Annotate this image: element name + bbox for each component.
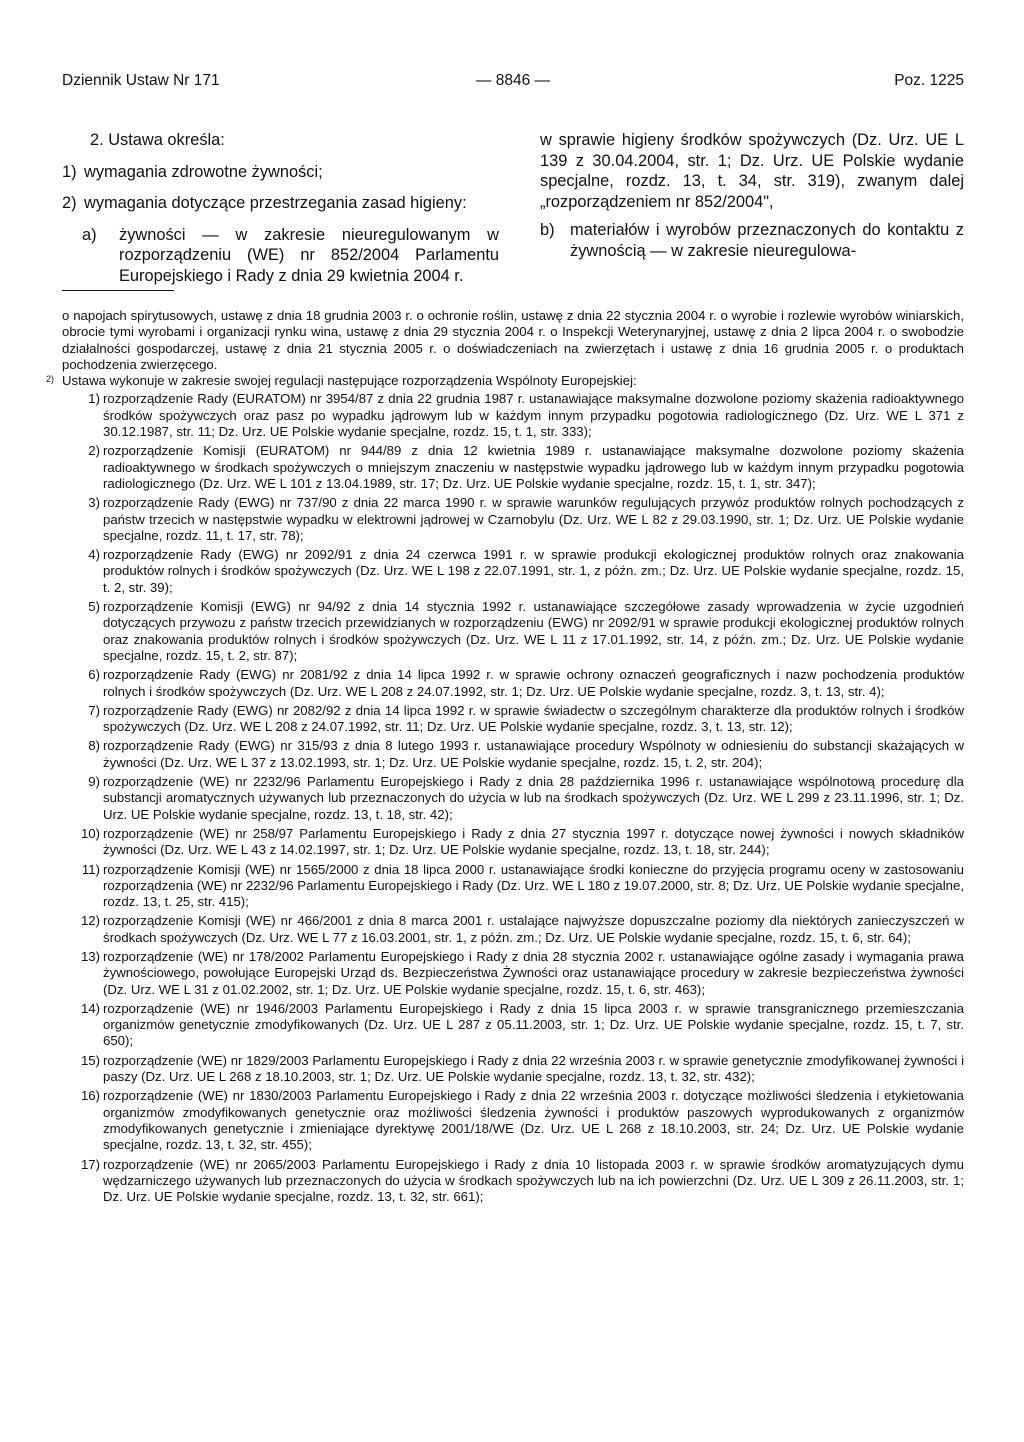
regulation-text: rozporządzenie Rady (EURATOM) nr 3954/87 z dnia 22 grudnia 1987 r. ustanawiające maksymalne dozwolone poziomy skażenia radioaktywnego środków spożywczych oraz pasz po wypadku jądrowym lub w każdym innym przypadku pogotowia radiologicznego (Dz. Urz. WE L 371 z 30.12.1987, str. 11; Dz. Urz. UE Polskie wydanie specjalne, rozdz. 15, t. 1, str. 333);: [103, 391, 964, 440]
footnote-marker: 2): [46, 374, 55, 385]
left-column: [62, 130, 499, 297]
regulation-text: rozporządzenie (WE) nr 178/2002 Parlamentu Europejskiego i Rady z dnia 28 stycznia 2002 r. ustanawiające ogólne zasady i wymagania prawa żywnościowego, powołujące Europejski Urząd ds. Bezpieczeństwa Żywności oraz ustanawiające procedury w zakresie bezpieczeństwa żywności (Dz. Urz. WE L 31 z 01.02.2002, str. 1; Dz. Urz. UE Polskie wydanie specjalne, rozdz. 15, t. 6, str. 463);: [103, 948, 964, 997]
regulation-item: [62, 547, 964, 596]
regulation-number: 15): [80, 1052, 100, 1068]
footnote-separator: [62, 290, 174, 291]
regulation-item: [62, 862, 964, 911]
regulation-number: 14): [80, 1000, 100, 1016]
regulation-item: [62, 774, 964, 823]
regulation-number: 5): [88, 599, 100, 615]
section-intro: 2. Ustawa określa:: [90, 131, 225, 149]
position-number: Poz. 1225: [894, 72, 964, 89]
regulation-number: 4): [88, 547, 100, 563]
regulation-text: rozporządzenie Rady (EWG) nr 737/90 z dnia 22 marca 1990 r. w sprawie warunków regulujących przywóz produktów rolnych pochodzących z państw trzecich w następstwie wypadku w elektrowni jądrowej w Czarnobylu (Dz. Urz. WE L 82 z 29.03.1990, str. 1; Dz. Urz. UE Polskie wydanie specjalne, rozdz. 11, t. 17, str. 78);: [103, 495, 964, 543]
item-text: wymagania zdrowotne żywności;: [84, 162, 323, 181]
regulation-item: [62, 826, 964, 859]
subitem-letter: a): [82, 225, 97, 244]
regulation-number: 3): [88, 495, 100, 511]
regulation-number: 17): [80, 1156, 100, 1172]
regulation-item: [62, 1053, 964, 1086]
page-number: — 8846 —: [475, 72, 551, 89]
regulation-text: rozporządzenie (WE) nr 2232/96 Parlamentu Europejskiego i Rady z dnia 28 października 1996 r. ustanawiające wspólnotową procedurę dla substancji aromatycznych używanych lub przeznaczonych do użycia w lub na środkach spożywczych (Dz. Urz. WE L 299 z 23.11.1996, str. 1; Dz. Urz. UE Polskie wydanie specjalne, rozdz. 13, t. 18, str. 42);: [103, 774, 964, 822]
regulation-item: [62, 1157, 964, 1206]
regulation-text: rozporządzenie (WE) nr 1829/2003 Parlamentu Europejskiego i Rady z dnia 22 września 2003 r. w sprawie genetycznie zmodyfikowanej żywności i paszy (Dz. Urz. UE L 268 z 18.10.2003, str. 1; Dz. Urz. UE Polskie wydanie specjalne, rozdz. 13, t. 32, str. 432);: [103, 1052, 964, 1085]
regulation-text: rozporządzenie Komisji (WE) nr 466/2001 z dnia 8 marca 2001 r. ustalające najwyższe dopuszczalne poziomy dla niektórych zanieczyszczeń w środkach spożywczych (Dz. Urz. WE L 77 z 16.03.2001, str. 1, z późn. zm.; Dz. Urz. UE Polskie wydanie specjalne, rozdz. 15, t. 6, str. 64);: [103, 913, 964, 945]
regulation-number: 6): [88, 667, 100, 683]
regulation-text: rozporządzenie (WE) nr 2065/2003 Parlamentu Europejskiego i Rady z dnia 10 listopada 2003 r. w sprawie środków aromatyzujących dymu wędzarniczego używanych lub przeznaczonych do użycia w środkach spożywczych lub na ich powierzchni (Dz. Urz. UE L 309 z 26.11.2003, str. 1; Dz. Urz. UE Polskie wydanie specjalne, rozdz. 13, t. 32, str. 661);: [103, 1156, 964, 1205]
regulation-text: rozporządzenie Rady (EWG) nr 2081/92 z dnia 14 lipca 1992 r. w sprawie ochrony oznaczeń geograficznych i nazw pochodzenia produktów rolnych i środków spożywczych (Dz. Urz. WE L 208 z 24.07.1992, str. 1; Dz. Urz. UE Polskie wydanie specjalne, rozdz. 3, t. 13, str. 4);: [103, 667, 964, 699]
item-number: 1): [62, 162, 77, 181]
footnote-2: [46, 373, 964, 389]
regulation-number: 13): [80, 948, 100, 964]
list-item: [62, 162, 499, 183]
footnotes: [46, 308, 964, 1208]
regulation-number: 2): [88, 443, 100, 459]
item-text: wymagania dotyczące przestrzegania zasad higieny:: [84, 194, 467, 213]
regulation-text: rozporządzenie Rady (EWG) nr 2082/92 z dnia 14 lipca 1992 r. w sprawie świadectw o szczególnym charakterze dla produktów rolnych i środków spożywczych (Dz. Urz. WE L 208 z 24.07.1992, str. 11; Dz. Urz. UE Polskie wydanie specjalne, rozdz. 3, t. 13, str. 12);: [103, 702, 964, 735]
regulation-text: rozporządzenie Komisji (WE) nr 1565/2000 z dnia 18 lipca 2000 r. ustanawiające środki konieczne do przyjęcia programu oceny w zastosowaniu rozporządzenia (WE) nr 2232/96 Parlamentu Europejskiego i Rady (Dz. Urz. WE L 180 z 19.07.2000, str. 8; Dz. Urz. UE Polskie wydanie specjalne, rozdz. 13, t. 25, str. 415);: [103, 861, 964, 910]
regulation-text: rozporządzenie Komisji (EWG) nr 94/92 z dnia 14 stycznia 1992 r. ustanawiające szczegółowe zasady wprowadzenia w życie uzgodnień dotyczących przywozu z państw trzecich przewidzianych w rozporządzeniu (EWG) nr 2092/91 w sprawie produkcji ekologicznej produktów rolnych oraz znakowania produktów rolnych i środków spożywczych (Dz. Urz. WE L 11 z 17.01.1992, str. 14, z późn. zm.; Dz. Urz. UE Polskie wydanie specjalne, rozdz. 15, t. 2, str. 87);: [103, 599, 964, 663]
page-header: [62, 72, 964, 96]
subitem-text: żywności — w zakresie nieuregulowanym w rozporządzeniu (WE) nr 852/2004 Parlamentu Europejskiego i Rady z dnia 29 kwietnia 2004 r.: [119, 225, 499, 285]
regulation-item: [62, 667, 964, 700]
regulation-item: [62, 443, 964, 492]
continuation-text: w sprawie higieny środków spożywczych (Dz. Urz. UE L 139 z 30.04.2004, str. 1; Dz. Urz. UE Polskie wydanie specjalne, rozdz. 13, t. 34, str. 319), zwanym dalej „rozporządzeniem nr 852/2004",: [540, 131, 964, 211]
regulation-text: rozporządzenie Rady (EWG) nr 315/93 z dnia 8 lutego 1993 r. ustanawiające procedury Wspólnoty w odniesieniu do substancji skażających w żywności (Dz. Urz. WE L 37 z 13.02.1993, str. 1; Dz. Urz. UE Polskie wydanie specjalne, rozdz. 15, t. 2, str. 204);: [103, 738, 964, 770]
document-page: [46, 72, 964, 1205]
regulation-number: 8): [88, 738, 100, 754]
item-number: 2): [62, 194, 77, 213]
regulation-text: rozporządzenie (WE) nr 1830/2003 Parlamentu Europejskiego i Rady z dnia 22 września 2003 r. dotyczące możliwości śledzenia i etykietowania organizmów zmodyfikowanych genetycznie oraz możliwości śledzenia żywności i produktów paszowych wyprodukowanych z organizmów zmodyfikowanych genetycznie i zmieniające dyrektywę 2001/18/WE (Dz. Urz. UE L 268 z 18.10.2003, str. 24; Dz. Urz. UE Polskie wydanie specjalne, rozdz. 13, t. 32, str. 455);: [103, 1088, 964, 1153]
sub-list-item: [540, 220, 964, 261]
regulation-number: 12): [80, 913, 100, 929]
regulation-number: 10): [80, 825, 100, 841]
regulation-item: [62, 391, 964, 440]
regulation-item: [62, 703, 964, 736]
regulation-number: 1): [88, 391, 100, 407]
regulation-number: 7): [88, 702, 100, 718]
journal-title: Dziennik Ustaw Nr 171: [62, 72, 220, 89]
regulation-number: 9): [88, 774, 100, 790]
regulation-item: [62, 1088, 964, 1153]
regulation-item: [62, 738, 964, 771]
regulation-item: [62, 495, 964, 544]
list-item: [62, 193, 499, 214]
footnote-continuation: o napojach spirytusowych, ustawę z dnia 18 grudnia 2003 r. o ochronie roślin, ustawę z dnia 22 stycznia 2004 r. o wyrobie i rozlewie wyrobów winiarskich, obrocie tymi wyrobami i organizacji rynku wina, ustawę z dnia 29 stycznia 2004 r. o Inspekcji Weterynaryjnej, ustawę z dnia 2 lipca 2004 r. o swobodzie działalności gospodarczej, ustawę z dnia 21 stycznia 2005 r. o doświadczeniach na zwierzętach i ustawę z dnia 16 grudnia 2005 r. o produktach pochodzenia zwierzęcego.: [62, 308, 964, 372]
regulation-list: [62, 391, 964, 1205]
right-column: [540, 130, 964, 272]
regulation-item: [62, 599, 964, 664]
regulation-text: rozporządzenie Komisji (EURATOM) nr 944/89 z dnia 12 kwietnia 1989 r. ustanawiające maksymalne dozwolone poziomy skażenia radioaktywnego w środkach spożywczych o mniejszym znaczeniu w następstwie wypadku jądrowego lub w każdym innym przypadku pogotowia radiologicznego (Dz. Urz. WE L 101 z 13.04.1989, str. 17; Dz. Urz. UE Polskie wydanie specjalne, rozdz. 15, t. 1, str. 347);: [103, 443, 964, 491]
regulation-item: [62, 913, 964, 946]
regulation-number: 11): [81, 861, 100, 877]
footnote-intro: Ustawa wykonuje w zakresie swojej regulacji następujące rozporządzenia Wspólnoty Europejskiej:: [62, 373, 637, 389]
sub-list-item: [72, 225, 499, 287]
regulation-item: [62, 949, 964, 998]
regulation-item: [62, 1001, 964, 1050]
regulation-number: 16): [80, 1088, 100, 1104]
subitem-letter: b): [540, 221, 555, 240]
subitem-text: materiałów i wyrobów przeznaczonych do kontaktu z żywnością — w zakresie nieuregulowa-: [570, 221, 964, 260]
regulation-text: rozporządzenie Rady (EWG) nr 2092/91 z dnia 24 czerwca 1991 r. w sprawie produkcji ekologicznej produktów rolnych oraz znakowania produktów rolnych i środków spożywczych (Dz. Urz. WE L 198 z 22.07.1991, str. 1, z późn. zm.; Dz. Urz. UE Polskie wydanie specjalne, rozdz. 15, t. 2, str. 39);: [103, 547, 964, 595]
regulation-text: rozporządzenie (WE) nr 258/97 Parlamentu Europejskiego i Rady z dnia 27 stycznia 1997 r. dotyczące nowej żywności i nowych składników żywności (Dz. Urz. WE L 43 z 14.02.1997, str. 1; Dz. Urz. UE Polskie wydanie specjalne, rozdz. 13, t. 18, str. 244);: [103, 825, 964, 858]
regulation-text: rozporządzenie (WE) nr 1946/2003 Parlamentu Europejskiego i Rady z dnia 15 lipca 2003 r. w sprawie transgranicznego przemieszczania organizmów genetycznie zmodyfikowanych (Dz. Urz. UE L 287 z 05.11.2003, str. 1; Dz. Urz. UE Polskie wydanie specjalne, rozdz. 15, t. 7, str. 650);: [103, 1000, 964, 1049]
